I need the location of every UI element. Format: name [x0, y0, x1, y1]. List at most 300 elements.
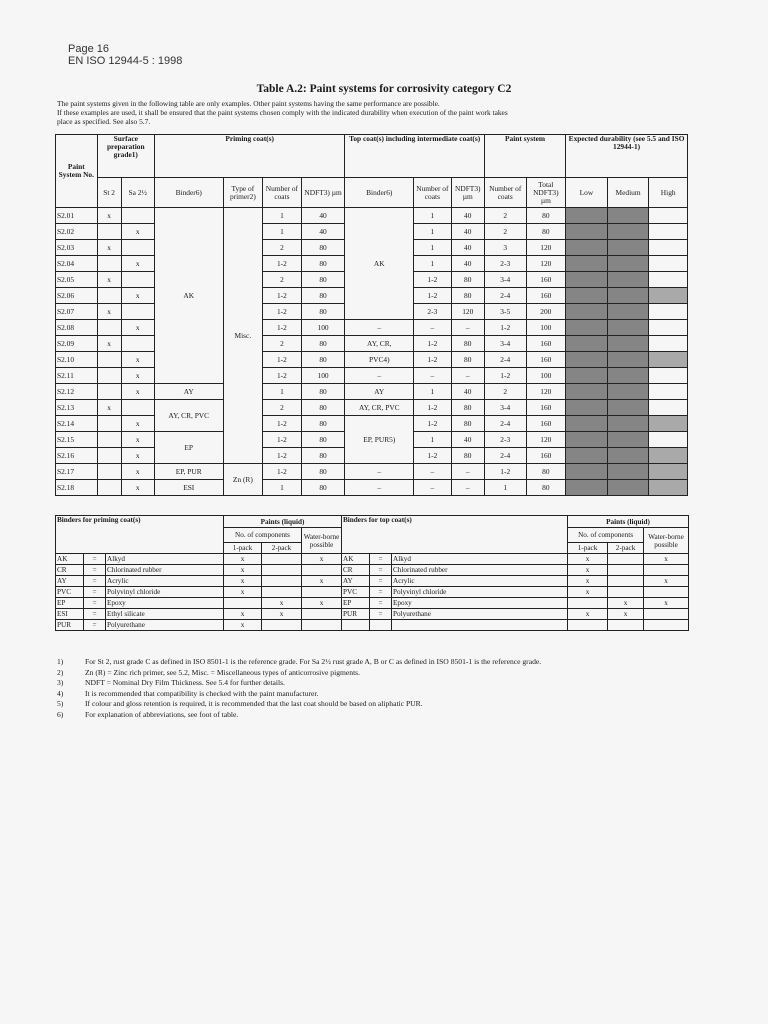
one-pack-mark: x	[568, 609, 608, 620]
legend-no-components: No. of components	[568, 528, 644, 543]
durability-high-cell	[649, 304, 688, 320]
durability-low-cell	[566, 288, 608, 304]
st2-mark	[97, 368, 121, 384]
equals-sign: =	[370, 565, 392, 576]
system-number: S2.13	[56, 400, 98, 416]
durability-high-cell	[649, 464, 688, 480]
priming-ndft: 80	[301, 352, 345, 368]
top-ndft: 80	[451, 400, 484, 416]
priming-ndft: 80	[301, 240, 345, 256]
binder-name: Epoxy	[392, 598, 568, 609]
equals-sign: =	[370, 598, 392, 609]
two-pack-mark	[608, 587, 644, 598]
legend-water-borne: Water-borne possible	[302, 528, 342, 554]
system-coats: 2-4	[484, 416, 526, 432]
water-borne-mark	[302, 620, 342, 631]
durability-high-cell	[649, 416, 688, 432]
durability-low-cell	[566, 400, 608, 416]
top-coats: 1	[414, 432, 451, 448]
system-number: S2.15	[56, 432, 98, 448]
header-priming-coat: Priming coat(s)	[154, 135, 345, 178]
table-row	[56, 384, 688, 400]
system-number: S2.02	[56, 224, 98, 240]
priming-ndft: 80	[301, 448, 345, 464]
top-coats: 1-2	[414, 352, 451, 368]
durability-low-cell	[566, 272, 608, 288]
table-row	[56, 400, 688, 416]
durability-low-cell	[566, 336, 608, 352]
priming-ndft: 40	[301, 224, 345, 240]
intro-line: The paint systems given in the following table are only examples. Other paint systems having the same performance are possible.	[57, 99, 440, 108]
top-binder: –	[345, 368, 414, 384]
durability-low-cell	[566, 320, 608, 336]
system-number: S2.03	[56, 240, 98, 256]
top-coats: –	[414, 320, 451, 336]
header-medium: Medium	[607, 178, 649, 208]
system-number: S2.07	[56, 304, 98, 320]
footnote-number: 6)	[57, 709, 64, 719]
footnote-text: NDFT = Nominal Dry Film Thickness. See 5.4 for further details.	[85, 678, 285, 688]
top-ndft: –	[451, 368, 484, 384]
priming-coats: 1-2	[263, 416, 302, 432]
durability-high-cell	[649, 400, 688, 416]
binder-code: PVC	[342, 587, 370, 598]
system-coats: 2-3	[484, 432, 526, 448]
st2-mark	[97, 464, 121, 480]
priming-ndft: 80	[301, 400, 345, 416]
footnote-text: Zn (R) = Zinc rich primer, see 5.2, Misc. = Miscellaneous types of anticorrosive pigments.	[85, 667, 361, 677]
binder-name: Chlorinated rubber	[106, 565, 224, 576]
durability-high-cell	[649, 432, 688, 448]
priming-binder: EP	[154, 432, 223, 464]
top-coats: –	[414, 480, 451, 496]
legend-row	[56, 620, 689, 631]
one-pack-mark	[224, 598, 262, 609]
system-coats: 3-4	[484, 272, 526, 288]
header-binder-top: Binder6)	[345, 178, 414, 208]
primer-type: Zn (R)	[223, 464, 263, 496]
top-ndft: 80	[451, 416, 484, 432]
priming-ndft: 100	[301, 320, 345, 336]
water-borne-mark: x	[302, 576, 342, 587]
primer-type: Misc.	[223, 208, 263, 464]
durability-low-cell	[566, 464, 608, 480]
durability-low-cell	[566, 256, 608, 272]
two-pack-mark	[608, 620, 644, 631]
top-binder: AY, CR, PVC	[345, 400, 414, 416]
priming-coats: 1	[263, 384, 302, 400]
binder-name: Polyurethane	[106, 620, 224, 631]
water-borne-mark	[644, 609, 689, 620]
binder-code: EP	[342, 598, 370, 609]
system-number: S2.08	[56, 320, 98, 336]
legend-row	[56, 598, 689, 609]
table-row	[56, 336, 688, 352]
footnote-number: 1)	[57, 657, 64, 666]
total-ndft: 100	[526, 368, 566, 384]
system-number: S2.18	[56, 480, 98, 496]
one-pack-mark: x	[568, 565, 608, 576]
table-row	[56, 368, 688, 384]
binder-name: Ethyl silicate	[106, 609, 224, 620]
total-ndft: 120	[526, 384, 566, 400]
equals-sign: =	[84, 587, 106, 598]
binders-legend-table	[55, 515, 689, 631]
top-ndft: 80	[451, 352, 484, 368]
binder-name: Epoxy	[106, 598, 224, 609]
system-coats: 2	[484, 384, 526, 400]
durability-high-cell	[649, 208, 688, 224]
st2-mark: x	[97, 304, 121, 320]
legend-top-title: Binders for top coat(s)	[342, 516, 568, 554]
equals-sign: =	[84, 598, 106, 609]
total-ndft: 160	[526, 272, 566, 288]
binder-code: PUR	[342, 609, 370, 620]
legend-paints-liquid: Paints (liquid)	[568, 516, 689, 528]
binder-code: EP	[56, 598, 84, 609]
table-row	[56, 208, 688, 224]
one-pack-mark	[568, 620, 608, 631]
total-ndft: 120	[526, 256, 566, 272]
two-pack-mark: x	[608, 598, 644, 609]
binder-name: Alkyd	[106, 554, 224, 565]
intro-line: place as specified. See also 5.7.	[57, 117, 151, 126]
priming-coats: 1-2	[263, 368, 302, 384]
durability-high-cell	[649, 368, 688, 384]
sa25-mark: x	[121, 416, 154, 432]
water-borne-mark	[644, 587, 689, 598]
sa25-mark	[121, 240, 154, 256]
header-expected-durability: Expected durability (see 5.5 and ISO 12944-1)	[566, 135, 688, 178]
priming-ndft: 80	[301, 480, 345, 496]
legend-two-pack: 2-pack	[262, 543, 302, 554]
top-binder: AK	[345, 208, 414, 320]
top-binder: –	[345, 464, 414, 480]
top-ndft: 80	[451, 288, 484, 304]
durability-medium-cell	[607, 352, 649, 368]
equals-sign: =	[370, 554, 392, 565]
binder-code: PVC	[56, 587, 84, 598]
one-pack-mark	[568, 598, 608, 609]
sa25-mark: x	[121, 320, 154, 336]
priming-ndft: 80	[301, 256, 345, 272]
footnote	[57, 657, 717, 668]
durability-high-cell	[649, 272, 688, 288]
footnotes	[57, 657, 717, 721]
page-header	[68, 43, 182, 67]
page-number: Page 16	[68, 43, 109, 55]
priming-coats: 1	[263, 480, 302, 496]
priming-coats: 1	[263, 224, 302, 240]
st2-mark: x	[97, 336, 121, 352]
top-binder: EP, PUR5)	[345, 416, 414, 464]
system-coats: 3	[484, 240, 526, 256]
equals-sign: =	[370, 609, 392, 620]
sa25-mark: x	[121, 352, 154, 368]
priming-coats: 1-2	[263, 432, 302, 448]
priming-binder: AY, CR, PVC	[154, 400, 223, 432]
priming-binder: AY	[154, 384, 223, 400]
system-number: S2.10	[56, 352, 98, 368]
system-coats: 1-2	[484, 464, 526, 480]
water-borne-mark: x	[302, 598, 342, 609]
priming-ndft: 100	[301, 368, 345, 384]
st2-mark	[97, 224, 121, 240]
durability-low-cell	[566, 208, 608, 224]
sa25-mark: x	[121, 256, 154, 272]
header-priming-ndft: NDFT3) µm	[301, 178, 345, 208]
two-pack-mark	[262, 554, 302, 565]
durability-high-cell	[649, 224, 688, 240]
priming-ndft: 80	[301, 304, 345, 320]
one-pack-mark: x	[224, 620, 262, 631]
equals-sign: =	[84, 576, 106, 587]
priming-coats: 1-2	[263, 464, 302, 480]
top-coats: 1-2	[414, 416, 451, 432]
header-top-coats: Number of coats	[414, 178, 451, 208]
sa25-mark: x	[121, 224, 154, 240]
legend-one-pack: 1-pack	[224, 543, 262, 554]
top-ndft: 80	[451, 336, 484, 352]
system-coats: 3-4	[484, 336, 526, 352]
sa25-mark	[121, 272, 154, 288]
legend-row	[56, 554, 689, 565]
st2-mark	[97, 320, 121, 336]
two-pack-mark: x	[262, 609, 302, 620]
top-ndft: 80	[451, 272, 484, 288]
system-coats: 3-5	[484, 304, 526, 320]
binder-code: AY	[56, 576, 84, 587]
header-surface-prep: Surface preparation grade1)	[97, 135, 154, 178]
one-pack-mark: x	[224, 609, 262, 620]
footnote-text: It is recommended that compatibility is checked with the paint manufacturer.	[85, 688, 319, 698]
top-ndft: 40	[451, 224, 484, 240]
total-ndft: 160	[526, 288, 566, 304]
priming-coats: 1-2	[263, 256, 302, 272]
system-coats: 1-2	[484, 368, 526, 384]
durability-low-cell	[566, 432, 608, 448]
intro-line: If these examples are used, it shall be ensured that the paint systems chosen comply with the indicated durability when execution of the paint work takes	[57, 108, 508, 117]
header-primer-type: Type of primer2)	[223, 178, 263, 208]
system-number: S2.04	[56, 256, 98, 272]
header-top-ndft: NDFT3) µm	[451, 178, 484, 208]
priming-binder: ESI	[154, 480, 223, 496]
system-coats: 1	[484, 480, 526, 496]
binder-name: Chlorinated rubber	[392, 565, 568, 576]
top-ndft: 120	[451, 304, 484, 320]
table-row	[56, 320, 688, 336]
total-ndft: 160	[526, 416, 566, 432]
legend-two-pack: 2-pack	[608, 543, 644, 554]
top-coats: 1-2	[414, 400, 451, 416]
priming-binder: AK	[154, 208, 223, 384]
total-ndft: 80	[526, 208, 566, 224]
durability-high-cell	[649, 240, 688, 256]
header-system-coats: Number of coats	[484, 178, 526, 208]
durability-high-cell	[649, 352, 688, 368]
priming-coats: 1-2	[263, 288, 302, 304]
sa25-mark	[121, 208, 154, 224]
header-st2: St 2	[97, 178, 121, 208]
top-coats: 1	[414, 240, 451, 256]
durability-low-cell	[566, 224, 608, 240]
table-row	[56, 416, 688, 432]
legend-paints-liquid: Paints (liquid)	[224, 516, 342, 528]
durability-high-cell	[649, 448, 688, 464]
water-borne-mark: x	[644, 576, 689, 587]
durability-medium-cell	[607, 240, 649, 256]
one-pack-mark: x	[224, 587, 262, 598]
durability-low-cell	[566, 304, 608, 320]
priming-ndft: 80	[301, 432, 345, 448]
top-coats: 1	[414, 208, 451, 224]
priming-ndft: 80	[301, 464, 345, 480]
top-ndft: 40	[451, 256, 484, 272]
two-pack-mark: x	[262, 598, 302, 609]
total-ndft: 160	[526, 336, 566, 352]
sa25-mark: x	[121, 480, 154, 496]
st2-mark	[97, 384, 121, 400]
total-ndft: 80	[526, 224, 566, 240]
durability-high-cell	[649, 320, 688, 336]
one-pack-mark: x	[224, 554, 262, 565]
priming-ndft: 80	[301, 272, 345, 288]
priming-binder: EP, PUR	[154, 464, 223, 480]
intro-text	[57, 99, 717, 126]
binder-name: Polyvinyl chloride	[392, 587, 568, 598]
one-pack-mark: x	[568, 554, 608, 565]
equals-sign: =	[84, 609, 106, 620]
equals-sign: =	[84, 620, 106, 631]
system-number: S2.01	[56, 208, 98, 224]
top-ndft: 40	[451, 240, 484, 256]
top-binder: PVC4)	[345, 352, 414, 368]
durability-low-cell	[566, 416, 608, 432]
footnote-text: For explanation of abbreviations, see foot of table.	[85, 709, 239, 719]
two-pack-mark	[262, 620, 302, 631]
st2-mark: x	[97, 208, 121, 224]
header-top-coat: Top coat(s) including intermediate coat(s)	[345, 135, 484, 178]
binder-code: AK	[342, 554, 370, 565]
sa25-mark: x	[121, 384, 154, 400]
footnote-number: 4)	[57, 688, 64, 698]
header-binder-priming: Binder6)	[154, 178, 223, 208]
durability-medium-cell	[607, 208, 649, 224]
top-coats: 2-3	[414, 304, 451, 320]
header-sa25: Sa 2½	[121, 178, 154, 208]
priming-coats: 2	[263, 240, 302, 256]
binder-code: AY	[342, 576, 370, 587]
water-borne-mark	[644, 565, 689, 576]
header-low: Low	[566, 178, 608, 208]
top-coats: 1-2	[414, 448, 451, 464]
one-pack-mark: x	[224, 565, 262, 576]
header-system-no: Paint System No.	[56, 135, 98, 208]
durability-low-cell	[566, 352, 608, 368]
durability-high-cell	[649, 480, 688, 496]
total-ndft: 200	[526, 304, 566, 320]
priming-coats: 1-2	[263, 448, 302, 464]
st2-mark: x	[97, 240, 121, 256]
priming-coats: 1	[263, 208, 302, 224]
one-pack-mark: x	[568, 587, 608, 598]
legend-priming-title: Binders for priming coat(s)	[56, 516, 224, 554]
two-pack-mark	[608, 565, 644, 576]
durability-medium-cell	[607, 368, 649, 384]
footnote	[57, 699, 717, 710]
st2-mark	[97, 256, 121, 272]
durability-medium-cell	[607, 320, 649, 336]
paint-systems-table	[55, 134, 688, 496]
water-borne-mark: x	[302, 554, 342, 565]
footnote	[57, 689, 717, 700]
top-ndft: –	[451, 464, 484, 480]
two-pack-mark	[608, 554, 644, 565]
standard-reference: EN ISO 12944-5 : 1998	[68, 55, 183, 67]
system-coats: 2-4	[484, 352, 526, 368]
total-ndft: 160	[526, 352, 566, 368]
st2-mark	[97, 416, 121, 432]
system-number: S2.11	[56, 368, 98, 384]
top-binder: AY	[345, 384, 414, 400]
legend-one-pack: 1-pack	[568, 543, 608, 554]
durability-high-cell	[649, 336, 688, 352]
footnote-text: If colour and gloss retention is required, it is recommended that the last coat should be based on aliphatic PUR.	[85, 699, 423, 709]
durability-low-cell	[566, 480, 608, 496]
binder-code: CR	[342, 565, 370, 576]
total-ndft: 80	[526, 464, 566, 480]
system-number: S2.12	[56, 384, 98, 400]
header-paint-system: Paint system	[484, 135, 565, 178]
top-binder: AY, CR,	[345, 336, 414, 352]
top-ndft: 40	[451, 384, 484, 400]
equals-sign: =	[84, 554, 106, 565]
sa25-mark	[121, 336, 154, 352]
legend-row	[56, 565, 689, 576]
binder-name: Polyvinyl chloride	[106, 587, 224, 598]
system-coats: 2-3	[484, 256, 526, 272]
priming-coats: 2	[263, 400, 302, 416]
durability-medium-cell	[607, 384, 649, 400]
system-coats: 1-2	[484, 320, 526, 336]
total-ndft: 120	[526, 240, 566, 256]
water-borne-mark	[302, 565, 342, 576]
footnote	[57, 668, 717, 679]
durability-medium-cell	[607, 464, 649, 480]
system-number: S2.14	[56, 416, 98, 432]
header-total-ndft: Total NDFT3) µm	[526, 178, 566, 208]
legend-water-borne: Water-borne possible	[644, 528, 689, 554]
footnote-number: 5)	[57, 699, 64, 709]
water-borne-mark	[644, 620, 689, 631]
durability-high-cell	[649, 384, 688, 400]
top-coats: 1	[414, 224, 451, 240]
two-pack-mark	[262, 565, 302, 576]
durability-medium-cell	[607, 400, 649, 416]
legend-row	[56, 576, 689, 587]
binder-name	[392, 620, 568, 631]
total-ndft: 160	[526, 448, 566, 464]
durability-medium-cell	[607, 480, 649, 496]
water-borne-mark: x	[644, 554, 689, 565]
top-ndft: –	[451, 320, 484, 336]
footnote-number: 2)	[57, 667, 64, 677]
binder-name: Polyurethane	[392, 609, 568, 620]
priming-coats: 1-2	[263, 304, 302, 320]
priming-ndft: 80	[301, 336, 345, 352]
durability-high-cell	[649, 288, 688, 304]
binder-code: PUR	[56, 620, 84, 631]
